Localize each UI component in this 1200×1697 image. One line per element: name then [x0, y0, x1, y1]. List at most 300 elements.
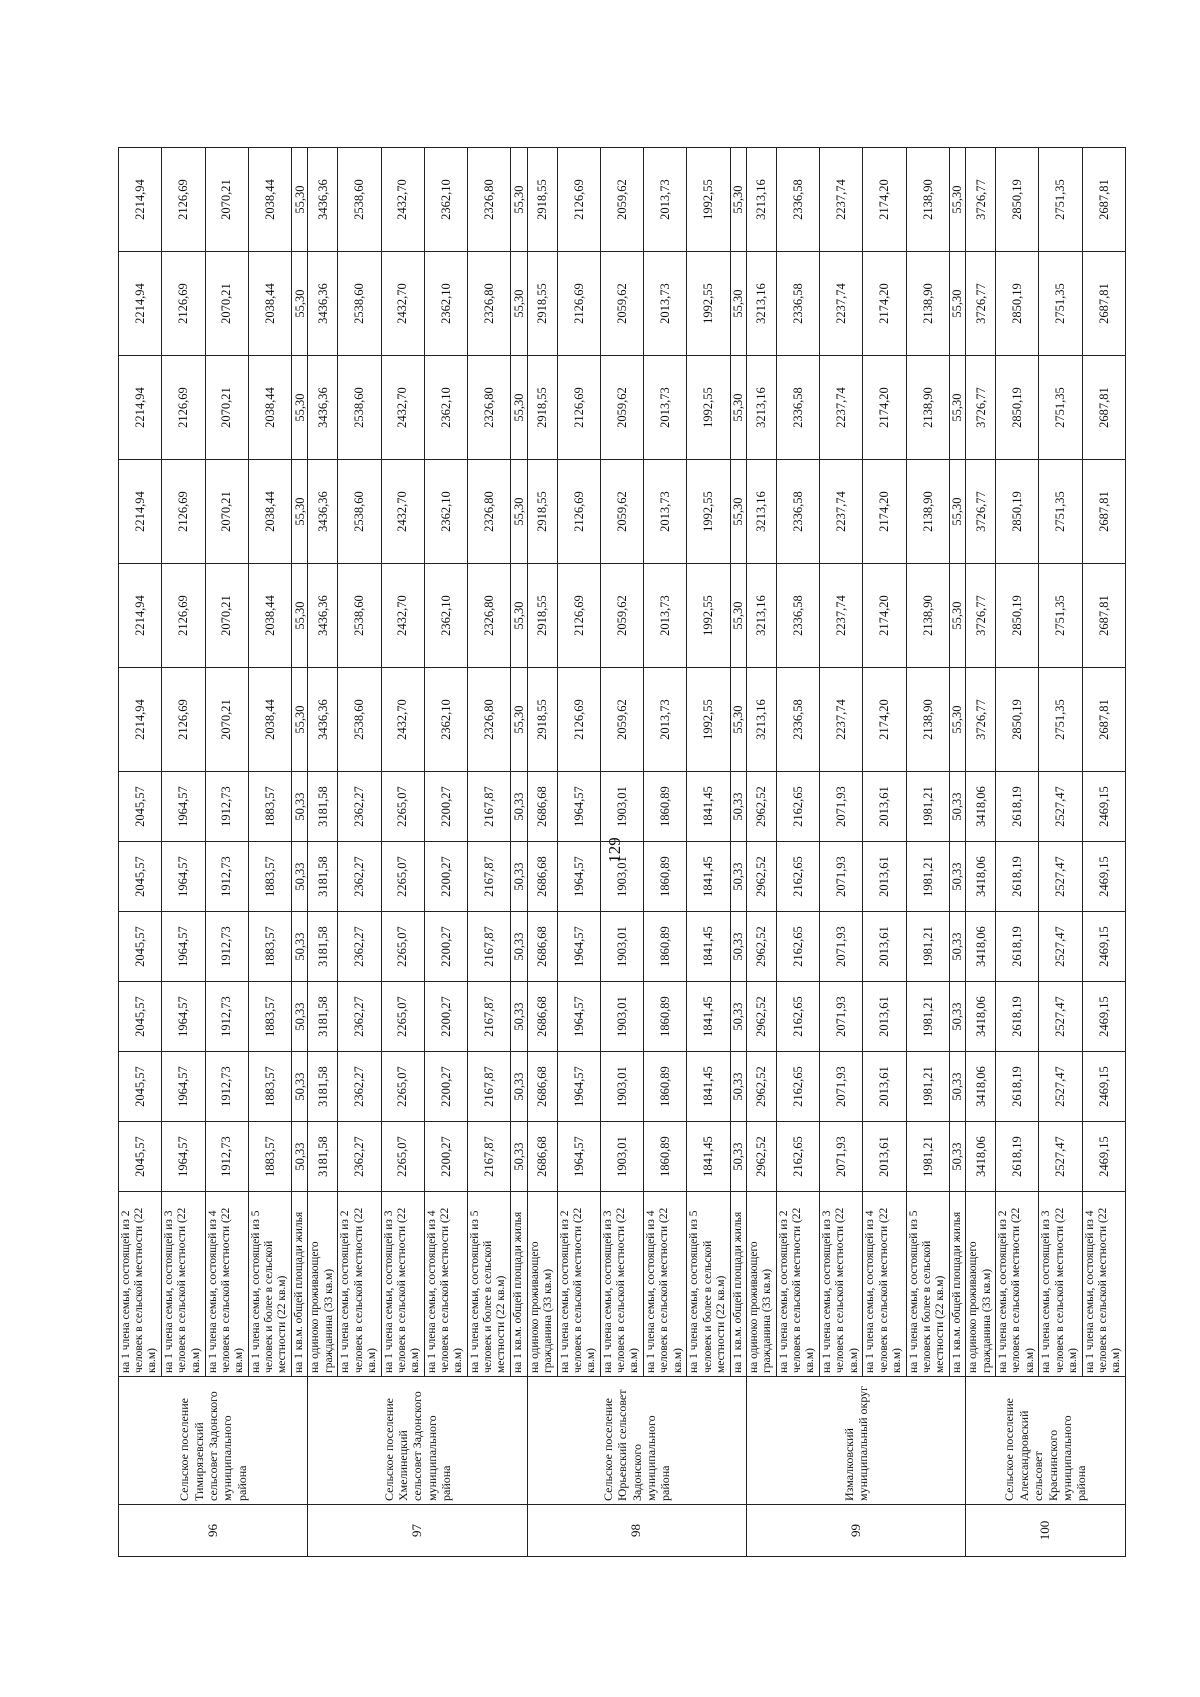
cost-value-cell: 2070,21 — [205, 252, 248, 356]
cost-value-cell: 2362,10 — [424, 564, 467, 668]
cost-value-cell: 3213,16 — [747, 460, 777, 564]
cost-value-cell: 2265,07 — [381, 1052, 424, 1122]
cost-value-cell: 2126,69 — [162, 148, 205, 252]
cost-value-cell: 2362,27 — [338, 982, 381, 1052]
cost-value-cell: 2618,19 — [996, 912, 1039, 982]
norm-description: на 1 члена семьи, состоящей из 4 человек в сельской местности (22 кв.м) — [1082, 1192, 1125, 1377]
cost-value-cell: 2687,81 — [1082, 356, 1125, 460]
cost-value-cell: 2071,93 — [820, 982, 863, 1052]
cost-value-cell: 2038,44 — [248, 148, 291, 252]
cost-value-cell: 50,33 — [949, 772, 965, 842]
cost-value-cell: 2126,69 — [162, 460, 205, 564]
table-row — [308, 148, 338, 1557]
norm-description: на 1 члена семьи, состоящей из 2 человек в сельской местности (22 кв.м) — [996, 1192, 1039, 1377]
cost-value-cell: 50,33 — [730, 1122, 746, 1192]
cost-value-cell: 55,30 — [730, 252, 746, 356]
cost-value-cell: 1964,57 — [162, 772, 205, 842]
cost-value-cell: 2200,27 — [424, 1122, 467, 1192]
cost-value-cell: 55,30 — [292, 148, 308, 252]
cost-value-cell: 2850,19 — [996, 668, 1039, 772]
cost-value-cell: 55,30 — [730, 460, 746, 564]
cost-value-cell: 2138,90 — [906, 564, 949, 668]
cost-value-cell: 2237,74 — [820, 356, 863, 460]
cost-value-cell: 2527,47 — [1039, 982, 1082, 1052]
cost-value-cell: 2432,70 — [381, 148, 424, 252]
cost-value-cell: 2687,81 — [1082, 148, 1125, 252]
cost-value-cell: 2013,61 — [863, 1122, 906, 1192]
cost-value-cell: 2362,10 — [424, 668, 467, 772]
cost-value-cell: 2751,35 — [1039, 252, 1082, 356]
cost-value-cell: 1964,57 — [557, 772, 600, 842]
norm-description: на 1 кв.м. общей площади жилья — [292, 1192, 308, 1377]
cost-value-cell: 2167,87 — [468, 1122, 511, 1192]
cost-value-cell: 50,33 — [292, 1052, 308, 1122]
cost-value-cell: 2686,68 — [527, 912, 557, 982]
cost-value-cell: 2362,10 — [424, 356, 467, 460]
cost-value-cell: 1883,57 — [248, 1052, 291, 1122]
cost-value-cell: 2174,20 — [863, 356, 906, 460]
table-row — [863, 148, 906, 1557]
cost-value-cell: 2362,27 — [338, 842, 381, 912]
cost-value-cell: 1860,89 — [644, 912, 687, 982]
cost-value-cell: 2336,58 — [776, 148, 819, 252]
cost-value-cell: 2167,87 — [468, 772, 511, 842]
cost-value-cell: 2962,52 — [747, 912, 777, 982]
table-row — [820, 148, 863, 1557]
cost-value-cell: 3726,77 — [966, 356, 996, 460]
cost-value-cell: 1912,73 — [205, 842, 248, 912]
cost-value-cell: 1912,73 — [205, 982, 248, 1052]
cost-value-cell: 3181,58 — [308, 1052, 338, 1122]
cost-value-cell: 1841,45 — [687, 1052, 730, 1122]
cost-value-cell: 2162,65 — [776, 1122, 819, 1192]
cost-value-cell: 55,30 — [511, 668, 527, 772]
cost-value-cell: 3436,36 — [308, 252, 338, 356]
cost-value-cell: 1841,45 — [687, 912, 730, 982]
municipality-name: Сельское поселение Тимирязевский сельсовет Задонского муниципального района — [119, 1377, 308, 1505]
cost-value-cell: 1903,01 — [600, 842, 643, 912]
cost-value-cell: 2918,55 — [527, 668, 557, 772]
cost-value-cell: 1981,21 — [906, 842, 949, 912]
cost-value-cell: 50,33 — [730, 842, 746, 912]
cost-value-cell: 2326,80 — [468, 356, 511, 460]
cost-value-cell: 2126,69 — [162, 252, 205, 356]
cost-value-cell: 2850,19 — [996, 356, 1039, 460]
cost-value-cell: 55,30 — [730, 356, 746, 460]
cost-value-cell: 2362,27 — [338, 1122, 381, 1192]
cost-value-cell: 55,30 — [511, 564, 527, 668]
norm-description: на одиноко проживающего гражданина (33 кв.м) — [966, 1192, 996, 1377]
cost-value-cell: 50,33 — [949, 1052, 965, 1122]
cost-value-cell: 2918,55 — [527, 356, 557, 460]
table-row — [557, 148, 600, 1557]
cost-value-cell: 55,30 — [949, 460, 965, 564]
cost-value-cell: 3726,77 — [966, 148, 996, 252]
cost-value-cell: 1860,89 — [644, 1122, 687, 1192]
table-row — [644, 148, 687, 1557]
cost-value-cell: 1981,21 — [906, 1122, 949, 1192]
cost-value-cell: 2538,60 — [338, 356, 381, 460]
cost-value-cell: 3181,58 — [308, 842, 338, 912]
cost-value-cell: 2013,61 — [863, 842, 906, 912]
norm-description: на 1 члена семьи, состоящей из 5 человек и более в сельской местности (22 кв.м) — [468, 1192, 511, 1377]
cost-value-cell: 2265,07 — [381, 772, 424, 842]
cost-value-cell: 2038,44 — [248, 564, 291, 668]
cost-value-cell: 1964,57 — [162, 982, 205, 1052]
cost-value-cell: 2237,74 — [820, 460, 863, 564]
cost-value-cell: 55,30 — [730, 668, 746, 772]
cost-value-cell: 2045,57 — [119, 772, 162, 842]
cost-value-cell: 1992,55 — [687, 460, 730, 564]
cost-value-cell: 3418,06 — [966, 912, 996, 982]
cost-value-cell: 2126,69 — [557, 460, 600, 564]
cost-value-cell: 2200,27 — [424, 912, 467, 982]
cost-value-cell: 2538,60 — [338, 252, 381, 356]
cost-value-cell: 2126,69 — [557, 252, 600, 356]
cost-value-cell: 2237,74 — [820, 668, 863, 772]
cost-value-cell: 2432,70 — [381, 356, 424, 460]
cost-value-cell: 2469,15 — [1082, 772, 1125, 842]
cost-value-cell: 2126,69 — [162, 356, 205, 460]
cost-value-cell: 2070,21 — [205, 668, 248, 772]
cost-value-cell: 1903,01 — [600, 1052, 643, 1122]
cost-value-cell: 2751,35 — [1039, 356, 1082, 460]
cost-value-cell: 2362,10 — [424, 252, 467, 356]
cost-value-cell: 2071,93 — [820, 1122, 863, 1192]
cost-value-cell: 2265,07 — [381, 1122, 424, 1192]
cost-value-cell: 1903,01 — [600, 912, 643, 982]
row-index: 98 — [527, 1505, 746, 1557]
page-number: 129 — [605, 837, 624, 863]
cost-value-cell: 2013,73 — [644, 356, 687, 460]
cost-value-cell: 2059,62 — [600, 148, 643, 252]
cost-value-cell: 2162,65 — [776, 842, 819, 912]
cost-value-cell: 1964,57 — [557, 1122, 600, 1192]
cost-value-cell: 2618,19 — [996, 1122, 1039, 1192]
cost-value-cell: 2336,58 — [776, 460, 819, 564]
cost-value-cell: 55,30 — [292, 356, 308, 460]
cost-value-cell: 2138,90 — [906, 668, 949, 772]
cost-value-cell: 2070,21 — [205, 356, 248, 460]
norm-description: на 1 члена семьи, состоящей из 3 человек в сельской местности (22 кв.м) — [600, 1192, 643, 1377]
cost-value-cell: 55,30 — [292, 668, 308, 772]
cost-value-cell: 55,30 — [292, 252, 308, 356]
norm-description: на 1 члена семьи, состоящей из 5 человек и более в сельской местности (22 кв.м) — [906, 1192, 949, 1377]
cost-value-cell: 55,30 — [949, 564, 965, 668]
cost-value-cell: 2138,90 — [906, 148, 949, 252]
cost-value-cell: 55,30 — [949, 148, 965, 252]
cost-value-cell: 2918,55 — [527, 148, 557, 252]
cost-value-cell: 50,33 — [511, 1122, 527, 1192]
norm-description: на 1 члена семьи, состоящей из 4 человек в сельской местности (22 кв.м) — [424, 1192, 467, 1377]
cost-value-cell: 2918,55 — [527, 460, 557, 564]
table-row — [292, 148, 308, 1557]
cost-value-cell: 2265,07 — [381, 912, 424, 982]
cost-value-cell: 2126,69 — [162, 564, 205, 668]
norm-description: на 1 члена семьи, состоящей из 3 человек в сельской местности (22 кв.м) — [820, 1192, 863, 1377]
cost-value-cell: 3726,77 — [966, 460, 996, 564]
table-row — [205, 148, 248, 1557]
cost-value-cell: 2013,73 — [644, 148, 687, 252]
cost-value-cell: 3181,58 — [308, 982, 338, 1052]
cost-value-cell: 3436,36 — [308, 148, 338, 252]
cost-value-cell: 2432,70 — [381, 564, 424, 668]
cost-value-cell: 2126,69 — [557, 668, 600, 772]
cost-value-cell: 2751,35 — [1039, 564, 1082, 668]
cost-value-cell: 2538,60 — [338, 564, 381, 668]
cost-value-cell: 2138,90 — [906, 252, 949, 356]
cost-value-cell: 2326,80 — [468, 668, 511, 772]
cost-value-cell: 2962,52 — [747, 982, 777, 1052]
cost-value-cell: 2126,69 — [557, 564, 600, 668]
cost-value-cell: 1981,21 — [906, 1052, 949, 1122]
cost-value-cell: 3726,77 — [966, 668, 996, 772]
cost-value-cell: 55,30 — [292, 460, 308, 564]
cost-value-cell: 2527,47 — [1039, 842, 1082, 912]
cost-value-cell: 55,30 — [949, 356, 965, 460]
norm-description: на 1 члена семьи, состоящей из 5 человек и более в сельской местности (22 кв.м) — [248, 1192, 291, 1377]
cost-value-cell: 55,30 — [949, 252, 965, 356]
cost-value-cell: 2686,68 — [527, 772, 557, 842]
cost-value-cell: 2038,44 — [248, 668, 291, 772]
cost-value-cell: 50,33 — [949, 912, 965, 982]
cost-value-cell: 1912,73 — [205, 1052, 248, 1122]
cost-value-cell: 1992,55 — [687, 148, 730, 252]
table-row — [906, 148, 949, 1557]
cost-value-cell: 1883,57 — [248, 982, 291, 1052]
cost-value-cell: 3418,06 — [966, 1052, 996, 1122]
row-index: 96 — [119, 1505, 308, 1557]
cost-value-cell: 2687,81 — [1082, 564, 1125, 668]
municipality-name: Сельское поселение Александровский сельсовет Краснинского муниципального района — [966, 1377, 1126, 1505]
cost-value-cell: 2174,20 — [863, 460, 906, 564]
cost-value-cell: 2237,74 — [820, 564, 863, 668]
cost-value-cell: 2162,65 — [776, 1052, 819, 1122]
table-row — [730, 148, 746, 1557]
cost-value-cell: 2336,58 — [776, 668, 819, 772]
cost-value-cell: 3213,16 — [747, 356, 777, 460]
cost-value-cell: 2618,19 — [996, 772, 1039, 842]
cost-value-cell: 2686,68 — [527, 1052, 557, 1122]
cost-value-cell: 1981,21 — [906, 772, 949, 842]
norm-description: на 1 члена семьи, состоящей из 2 человек в сельской местности (22 кв.м) — [338, 1192, 381, 1377]
norm-description: на одиноко проживающего гражданина (33 кв.м) — [747, 1192, 777, 1377]
cost-value-cell: 2469,15 — [1082, 982, 1125, 1052]
cost-value-cell: 1841,45 — [687, 1122, 730, 1192]
cost-value-cell: 2538,60 — [338, 148, 381, 252]
cost-value-cell: 2538,60 — [338, 460, 381, 564]
row-index: 97 — [308, 1505, 527, 1557]
norm-description: на 1 члена семьи, состоящей из 4 человек в сельской местности (22 кв.м) — [863, 1192, 906, 1377]
cost-value-cell: 50,33 — [511, 1052, 527, 1122]
cost-value-cell: 2362,10 — [424, 148, 467, 252]
table-row — [162, 148, 205, 1557]
cost-value-cell: 2214,94 — [119, 252, 162, 356]
cost-value-cell: 1860,89 — [644, 842, 687, 912]
cost-value-cell: 2214,94 — [119, 356, 162, 460]
cost-value-cell: 1860,89 — [644, 982, 687, 1052]
cost-value-cell: 50,33 — [730, 1052, 746, 1122]
cost-value-cell: 2686,68 — [527, 982, 557, 1052]
cost-value-cell: 50,33 — [292, 1122, 308, 1192]
cost-value-cell: 2618,19 — [996, 1052, 1039, 1122]
cost-value-cell: 2126,69 — [557, 356, 600, 460]
cost-value-cell: 2686,68 — [527, 842, 557, 912]
cost-value-cell: 1992,55 — [687, 252, 730, 356]
cost-value-cell: 2751,35 — [1039, 668, 1082, 772]
cost-value-cell: 2687,81 — [1082, 668, 1125, 772]
cost-value-cell: 1860,89 — [644, 1052, 687, 1122]
cost-value-cell: 2469,15 — [1082, 1122, 1125, 1192]
cost-value-cell: 2469,15 — [1082, 1052, 1125, 1122]
cost-value-cell: 2045,57 — [119, 1052, 162, 1122]
cost-value-cell: 2336,58 — [776, 356, 819, 460]
table-row — [527, 148, 557, 1557]
cost-value-cell: 2265,07 — [381, 982, 424, 1052]
cost-value-cell: 3213,16 — [747, 564, 777, 668]
norm-description: на одиноко проживающего гражданина (33 кв.м) — [308, 1192, 338, 1377]
cost-value-cell: 2162,65 — [776, 982, 819, 1052]
cost-value-cell: 55,30 — [511, 252, 527, 356]
cost-value-cell: 2070,21 — [205, 564, 248, 668]
cost-value-cell: 3418,06 — [966, 842, 996, 912]
cost-value-cell: 3213,16 — [747, 668, 777, 772]
cost-value-cell: 2362,10 — [424, 460, 467, 564]
cost-value-cell: 2850,19 — [996, 460, 1039, 564]
cost-value-cell: 2200,27 — [424, 772, 467, 842]
cost-value-cell: 2071,93 — [820, 842, 863, 912]
norm-description: на 1 члена семьи, состоящей из 2 человек в сельской местности (22 кв.м) — [557, 1192, 600, 1377]
cost-value-cell: 2432,70 — [381, 252, 424, 356]
cost-value-cell: 50,33 — [292, 982, 308, 1052]
cost-value-cell: 2059,62 — [600, 668, 643, 772]
cost-value-cell: 2126,69 — [162, 668, 205, 772]
cost-value-cell: 2469,15 — [1082, 912, 1125, 982]
cost-value-cell: 2469,15 — [1082, 842, 1125, 912]
cost-value-cell: 1964,57 — [557, 842, 600, 912]
cost-value-cell: 2336,58 — [776, 564, 819, 668]
cost-value-cell: 3418,06 — [966, 982, 996, 1052]
cost-value-cell: 2200,27 — [424, 1052, 467, 1122]
cost-value-cell: 3213,16 — [747, 148, 777, 252]
row-index: 100 — [966, 1505, 1126, 1557]
cost-value-cell: 2326,80 — [468, 252, 511, 356]
cost-value-cell: 1912,73 — [205, 912, 248, 982]
cost-value-cell: 3181,58 — [308, 1122, 338, 1192]
cost-value-cell: 55,30 — [511, 460, 527, 564]
cost-value-cell: 55,30 — [949, 668, 965, 772]
cost-value-cell: 2071,93 — [820, 1052, 863, 1122]
cost-value-cell: 1964,57 — [557, 982, 600, 1052]
cost-value-cell: 1841,45 — [687, 982, 730, 1052]
cost-value-cell: 2850,19 — [996, 252, 1039, 356]
cost-value-cell: 2013,61 — [863, 912, 906, 982]
cost-value-cell: 1860,89 — [644, 772, 687, 842]
table-row — [511, 148, 527, 1557]
cost-value-cell: 2527,47 — [1039, 772, 1082, 842]
cost-value-cell: 2070,21 — [205, 460, 248, 564]
cost-value-cell: 2038,44 — [248, 356, 291, 460]
cost-value-cell: 2167,87 — [468, 1052, 511, 1122]
cost-value-cell: 50,33 — [511, 982, 527, 1052]
cost-value-cell: 2527,47 — [1039, 1122, 1082, 1192]
cost-value-cell: 2013,73 — [644, 668, 687, 772]
cost-value-cell: 1964,57 — [162, 912, 205, 982]
norm-description: на 1 члена семьи, состоящей из 3 человек в сельской местности (22 кв.м) — [162, 1192, 205, 1377]
table-row — [381, 148, 424, 1557]
cost-value-cell: 1964,57 — [162, 842, 205, 912]
cost-value-cell: 2962,52 — [747, 772, 777, 842]
cost-value-cell: 2059,62 — [600, 252, 643, 356]
municipality-name: Измалковский муниципальный округ — [747, 1377, 966, 1505]
cost-value-cell: 2362,27 — [338, 1052, 381, 1122]
municipality-name: Сельское поселение Хмелинецкий сельсовет Задонского муниципального района — [308, 1377, 527, 1505]
cost-value-cell: 2918,55 — [527, 252, 557, 356]
table-row — [248, 148, 291, 1557]
row-index: 99 — [747, 1505, 966, 1557]
cost-value-cell: 1903,01 — [600, 1122, 643, 1192]
cost-value-cell: 1964,57 — [162, 1052, 205, 1122]
cost-value-cell: 3726,77 — [966, 564, 996, 668]
cost-value-cell: 2045,57 — [119, 912, 162, 982]
cost-value-cell: 1992,55 — [687, 668, 730, 772]
table-row — [119, 148, 162, 1557]
cost-value-cell: 2751,35 — [1039, 148, 1082, 252]
cost-value-cell: 50,33 — [730, 912, 746, 982]
cost-value-cell: 2432,70 — [381, 460, 424, 564]
cost-value-cell: 50,33 — [292, 772, 308, 842]
norm-description: на одиноко проживающего гражданина (33 кв.м) — [527, 1192, 557, 1377]
cost-value-cell: 2174,20 — [863, 148, 906, 252]
cost-value-cell: 2214,94 — [119, 148, 162, 252]
cost-value-cell: 2326,80 — [468, 460, 511, 564]
cost-value-cell: 2174,20 — [863, 564, 906, 668]
cost-value-cell: 2214,94 — [119, 460, 162, 564]
cost-value-cell: 2237,74 — [820, 148, 863, 252]
cost-value-cell: 2326,80 — [468, 564, 511, 668]
table-row — [747, 148, 777, 1557]
cost-value-cell: 1841,45 — [687, 842, 730, 912]
cost-value-cell: 1912,73 — [205, 772, 248, 842]
cost-value-cell: 3726,77 — [966, 252, 996, 356]
cost-value-cell: 1903,01 — [600, 982, 643, 1052]
norm-description: на 1 кв.м. общей площади жилья — [949, 1192, 965, 1377]
table-row — [776, 148, 819, 1557]
cost-value-cell: 3436,36 — [308, 564, 338, 668]
cost-value-cell: 2045,57 — [119, 1122, 162, 1192]
cost-value-cell: 1912,73 — [205, 1122, 248, 1192]
cost-value-cell: 50,33 — [511, 842, 527, 912]
cost-value-cell: 50,33 — [292, 842, 308, 912]
cost-value-cell: 2237,74 — [820, 252, 863, 356]
municipality-name: Сельское поселение Юрьевский сельсовет Задонского муниципального района — [527, 1377, 746, 1505]
table-row — [468, 148, 511, 1557]
norm-description: на 1 кв.м. общей площади жилья — [511, 1192, 527, 1377]
norm-description: на 1 члена семьи, состоящей из 3 человек в сельской местности (22 кв.м) — [381, 1192, 424, 1377]
cost-value-cell: 2138,90 — [906, 356, 949, 460]
cost-value-cell: 2214,94 — [119, 564, 162, 668]
cost-value-cell: 2038,44 — [248, 252, 291, 356]
cost-value-cell: 2918,55 — [527, 564, 557, 668]
norm-description: на 1 члена семьи, состоящей из 2 человек в сельской местности (22 кв.м) — [776, 1192, 819, 1377]
cost-value-cell: 1903,01 — [600, 772, 643, 842]
cost-value-cell: 2126,69 — [557, 148, 600, 252]
cost-value-cell: 50,33 — [730, 772, 746, 842]
cost-value-cell: 3181,58 — [308, 772, 338, 842]
cost-value-cell: 1992,55 — [687, 356, 730, 460]
cost-value-cell: 2527,47 — [1039, 1052, 1082, 1122]
cost-value-cell: 2174,20 — [863, 252, 906, 356]
